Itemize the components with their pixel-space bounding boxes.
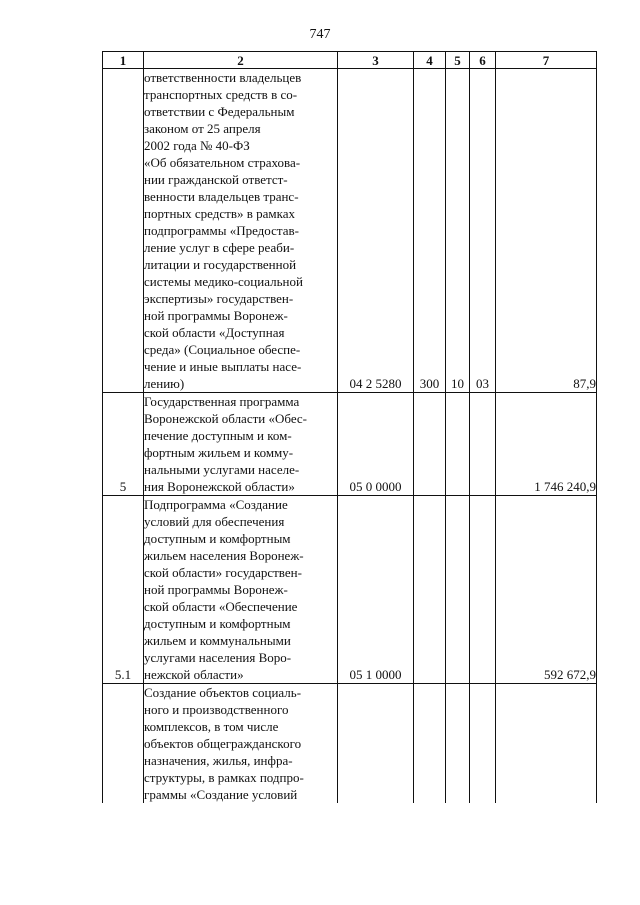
row-amount xyxy=(496,684,597,804)
row-code: 04 2 5280 xyxy=(338,69,414,393)
row-number: 5.1 xyxy=(103,496,144,684)
table-row xyxy=(103,393,597,496)
row-code: 05 1 0000 xyxy=(338,496,414,684)
row-number: 5 xyxy=(103,393,144,496)
row-name: Подпрограмма «Создание условий для обеспечения доступным и комфортным жильем населения Воронеж- ской области» государствен- ной программы Воронеж- ской области «Обеспечение доступным и комфортным жильем и коммунальными услугами населения Воро- нежской области» xyxy=(144,496,338,684)
row-number xyxy=(103,684,144,804)
header-col-6: 6 xyxy=(470,52,496,69)
row-col-6 xyxy=(470,393,496,496)
row-amount: 87,9 xyxy=(496,69,597,393)
row-number xyxy=(103,69,144,393)
row-col-6: 03 xyxy=(470,69,496,393)
row-col-4 xyxy=(414,496,446,684)
header-col-3: 3 xyxy=(338,52,414,69)
row-col-5 xyxy=(446,496,470,684)
table-row xyxy=(103,69,597,393)
row-name: ответственности владельцев транспортных средств в со- ответствии с Федеральным законом от 25 апреля 2002 года № 40-ФЗ «Об обязательном страхова- нии гражданской ответст- венности владельцев транс- портных средств» в рамках подпрограммы «Предостав- ление услуг в сфере реаби- литации и государственной системы медико-социальной экспертизы» государствен- ной программы Воронеж- ской области «Доступная среда» (Социальное обеспе- чение и иные выплаты насе- лению) xyxy=(144,69,338,393)
header-col-5: 5 xyxy=(446,52,470,69)
table-row xyxy=(103,496,597,684)
row-col-5: 10 xyxy=(446,69,470,393)
page-number: 747 xyxy=(309,27,331,42)
header-row xyxy=(103,52,597,69)
row-col-5 xyxy=(446,684,470,804)
header-col-1: 1 xyxy=(103,52,144,69)
row-code: 05 0 0000 xyxy=(338,393,414,496)
budget-table xyxy=(102,51,597,803)
row-amount: 592 672,9 xyxy=(496,496,597,684)
row-col-4: 300 xyxy=(414,69,446,393)
row-col-4 xyxy=(414,684,446,804)
row-name: Государственная программа Воронежской области «Обес- печение доступным и ком- фортным жильем и комму- нальными услугами населе- ния Воронежской области» xyxy=(144,393,338,496)
row-code xyxy=(338,684,414,804)
table-row xyxy=(103,684,597,804)
row-col-6 xyxy=(470,684,496,804)
row-name: Создание объектов социаль- ного и производственного комплексов, в том числе объектов общегражданского назначения, жилья, инфра- структуры, в рамках подпро- граммы «Создание условий xyxy=(144,684,338,804)
row-amount: 1 746 240,9 xyxy=(496,393,597,496)
row-col-4 xyxy=(414,393,446,496)
row-col-5 xyxy=(446,393,470,496)
header-col-4: 4 xyxy=(414,52,446,69)
header-col-7: 7 xyxy=(496,52,597,69)
header-col-2: 2 xyxy=(144,52,338,69)
row-col-6 xyxy=(470,496,496,684)
